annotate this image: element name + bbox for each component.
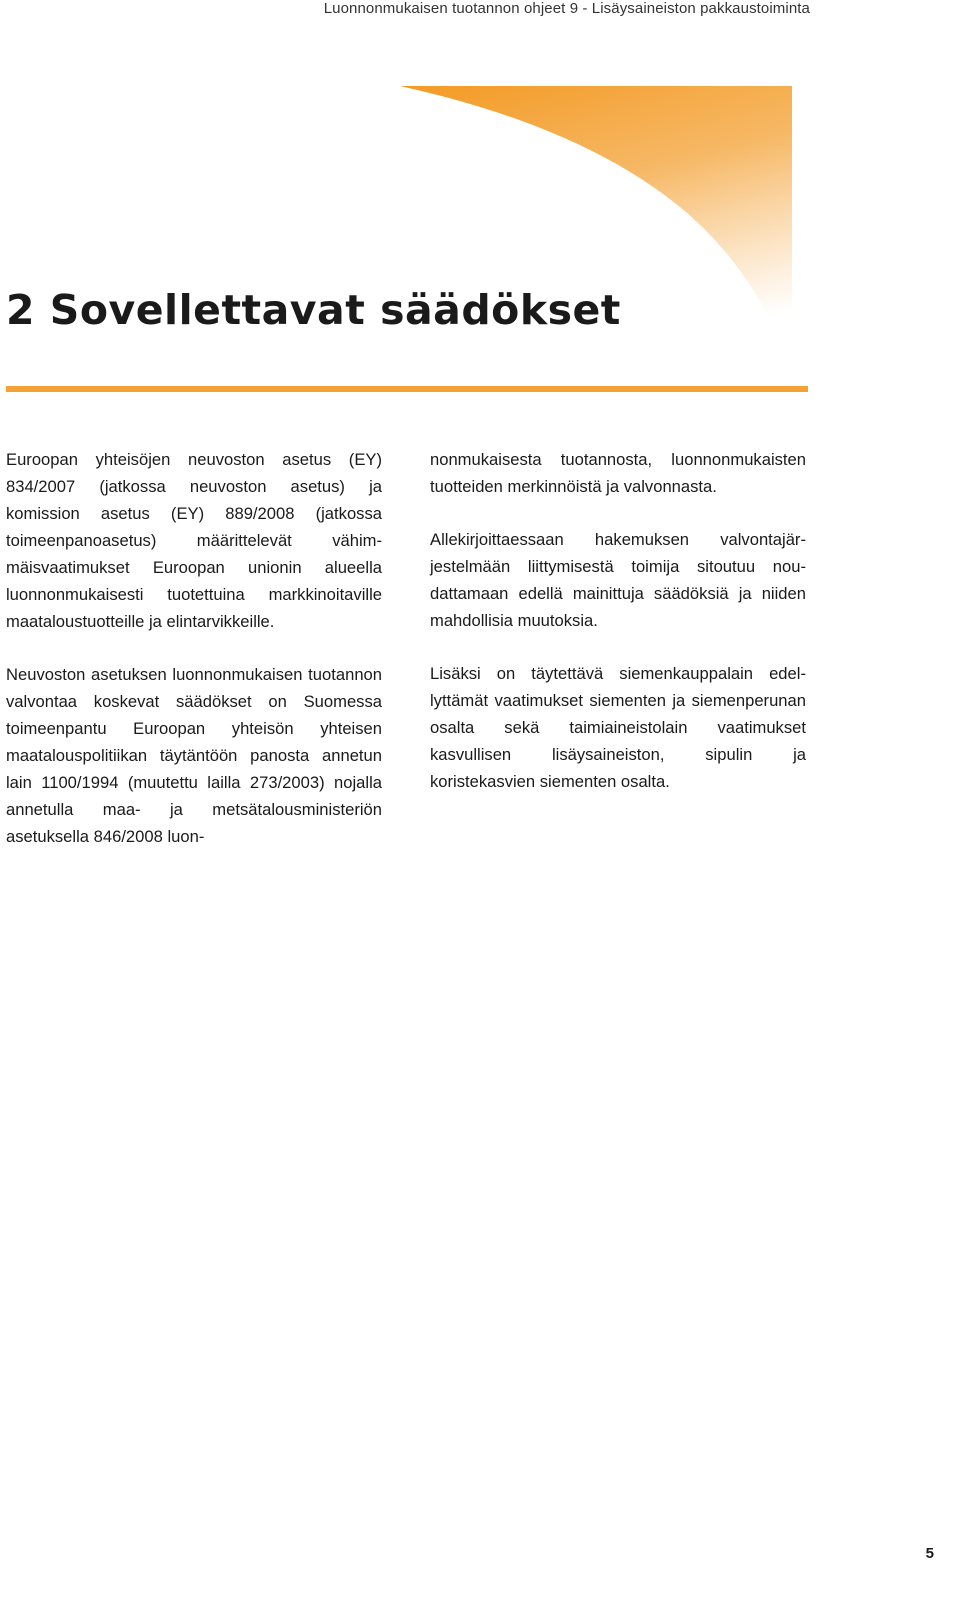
paragraph: Lisäksi on täytettävä siemenkauppalain edellyttämät vaatimukset siementen ja siemenperunan osalta sekä taimiaineistolain vaatimukset kasvullisen lisäysaineiston, sipulin ja koristekasvien siementen osalta. [430, 664, 806, 791]
paragraph: nonmukaisesta tuotannosta, luonnonmukaisten tuotteiden merkinnöistä ja valvonnasta. [430, 450, 806, 496]
page-number: 5 [925, 1545, 934, 1562]
paragraph: Neuvoston asetuksen luonnonmukaisen tuotannon valvontaa koskevat säädökset on Suomessa toimeenpantu Euroopan yhteisön yhteisen maatalouspolitiikan täytäntöön panosta annetun lain 1100/1994 (muutettu lailla 273/2003) nojalla annetulla maa- ja metsätalousministeriön asetuksella 846/2008 luon- [6, 665, 382, 846]
decorative-swoosh [400, 86, 800, 386]
chapter-title: 2 Sovellettavat säädökset [6, 286, 621, 334]
left-column [6, 446, 382, 876]
title-underline [6, 386, 808, 392]
right-column [430, 446, 806, 821]
paragraph: Euroopan yhteisöjen neuvoston asetus (EY) 834/2007 (jatkossa neuvoston asetus) ja komission asetus (EY) 889/2008 (jatkossa toimeenpanoasetus) määrittelevät vähimmäisvaatimukset Euroopan unionin alueella luonnonmukaisesti tuotettuina markkinoitaville maataloustuotteille ja elintarvikkeille. [6, 450, 382, 631]
paragraph: Allekirjoittaessaan hakemuksen valvontajärjestelmään liittymisestä toimija sitoutuu noudattamaan edellä mainittuja säädöksiä ja niiden mahdollisia muutoksia. [430, 530, 806, 630]
running-header: Luonnonmukaisen tuotannon ohjeet 9 - Lisäysaineiston pakkaustoiminta [323, 0, 810, 17]
